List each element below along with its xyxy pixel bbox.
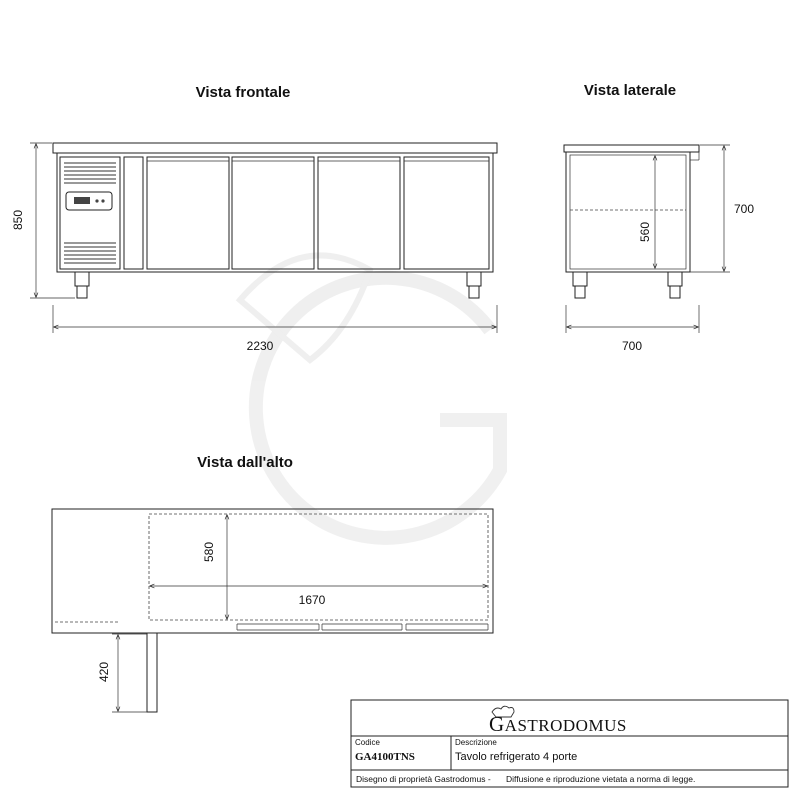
top-depth-label: 580 — [202, 541, 216, 563]
top-view-title: Vista dall'alto — [197, 454, 293, 471]
door-2 — [232, 157, 314, 269]
top-view — [52, 454, 493, 712]
compressor-panel — [60, 157, 120, 269]
brand-name: GASTRODOMUS — [489, 712, 627, 736]
top-width-dimension — [150, 586, 487, 607]
side-body — [566, 152, 690, 272]
front-view-title: Vista frontale — [195, 84, 291, 101]
front-height-dimension — [11, 143, 75, 298]
description-label: Descrizione — [455, 738, 497, 747]
side-inner-dimension — [638, 156, 655, 268]
front-height-label: 850 — [11, 209, 25, 231]
title-block — [351, 700, 788, 787]
footer-ownership: Disegno di proprietà Gastrodomus - — [356, 774, 491, 784]
door-4 — [404, 157, 489, 269]
front-width-label: 2230 — [246, 339, 274, 353]
code-label: Codice — [355, 738, 380, 747]
footer-copyright: Diffusione e riproduzione vietata a norma di legge. — [506, 774, 696, 784]
side-height-label: 700 — [733, 202, 755, 216]
front-side-strip — [124, 157, 143, 269]
door-1 — [147, 157, 229, 269]
side-worktop — [564, 145, 699, 152]
side-height-dimension — [690, 145, 754, 272]
side-view — [564, 82, 754, 353]
door-3 — [318, 157, 400, 269]
side-width-label: 700 — [621, 339, 643, 353]
top-width-label: 1670 — [298, 593, 326, 607]
brand-logo — [489, 706, 627, 736]
watermark-logo — [240, 255, 500, 537]
top-leg-label: 420 — [97, 661, 111, 683]
side-width-dimension — [566, 305, 699, 353]
thermostat-display-icon — [74, 197, 90, 204]
front-worktop — [53, 143, 497, 153]
code-value: GA4100TNS — [355, 751, 415, 763]
description-value: Tavolo refrigerato 4 porte — [455, 751, 578, 763]
side-view-title: Vista laterale — [583, 82, 677, 99]
open-door-panel — [147, 633, 157, 712]
top-leg-dimension — [97, 634, 147, 712]
side-legs — [573, 272, 682, 298]
front-body — [57, 153, 493, 272]
doors — [147, 157, 489, 269]
side-inner-label: 560 — [638, 221, 652, 243]
top-door-lines — [237, 624, 488, 630]
top-depth-dimension — [202, 515, 227, 619]
